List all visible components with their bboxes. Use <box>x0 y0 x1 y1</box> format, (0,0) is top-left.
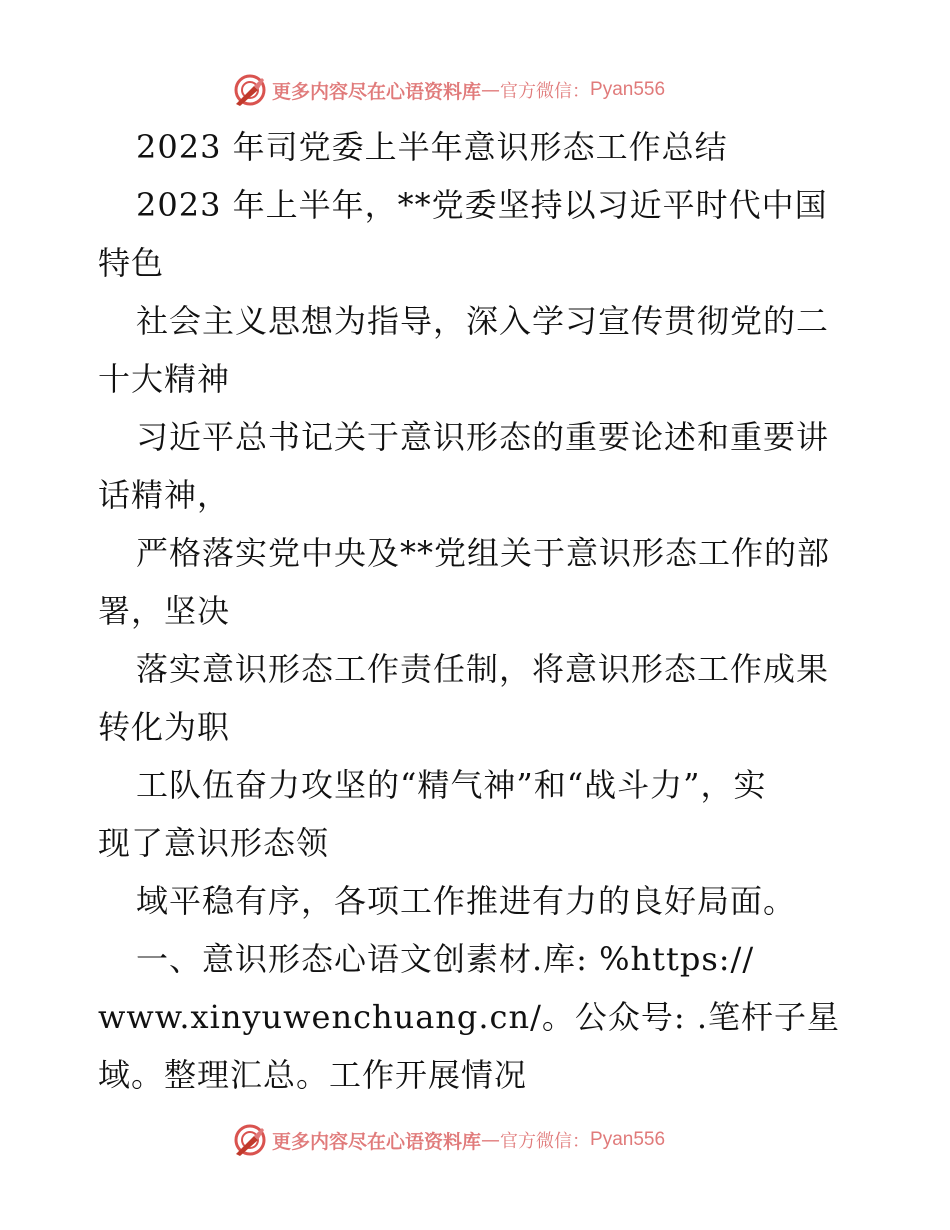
paragraph-line: 话精神， <box>98 476 231 514</box>
watermark-wechat-id: Pyan556 <box>590 79 666 100</box>
paragraph-line: 域平稳有序，各项工作推进有力的良好局面。 <box>136 882 797 920</box>
pen-logo-icon <box>232 1122 268 1158</box>
document-lines <box>98 176 858 1104</box>
document-body <box>98 118 858 1104</box>
watermark-separator: — <box>481 79 501 101</box>
paragraph-line: 社会主义思想为指导，深入学习宣传贯彻党的二 <box>136 302 830 340</box>
footer-watermark <box>232 1120 665 1160</box>
watermark-label: 官方微信： <box>500 81 591 102</box>
paragraph-line: 工队伍奋力攻坚的“精气神”和“战斗力”，实 <box>136 766 767 804</box>
paragraph-line: 特色 <box>98 244 165 282</box>
paragraph-line: 转化为职 <box>98 708 231 746</box>
document-title: 2023 年司党委上半年意识形态工作总结 <box>136 128 728 166</box>
paragraph-line: www.xinyuwenchuang.cn/。公众号: .笔杆子星 <box>98 998 840 1036</box>
paragraph-line: 严格落实党中央及**党组关于意识形态工作的部 <box>136 534 831 572</box>
watermark-wechat-id: Pyan556 <box>590 1129 666 1150</box>
watermark-main-text: 更多内容尽在心语资料库 <box>272 80 482 103</box>
paragraph-line: 现了意识形态领 <box>98 824 330 862</box>
paragraph-line: 域。整理汇总。工作开展情况 <box>98 1056 528 1094</box>
paragraph-line: 十大精神 <box>98 360 231 398</box>
paragraph-line: 习近平总书记关于意识形态的重要论述和重要讲 <box>136 418 830 456</box>
watermark-separator: — <box>481 1129 501 1151</box>
header-watermark <box>232 70 665 110</box>
paragraph-line: 一、意识形态心语文创素材.库: %https:// <box>136 940 755 978</box>
paragraph-line: 署，坚决 <box>98 592 231 630</box>
watermark-label: 官方微信： <box>500 1131 591 1152</box>
paragraph-line: 落实意识形态工作责任制，将意识形态工作成果 <box>136 650 830 688</box>
watermark-main-text: 更多内容尽在心语资料库 <box>272 1130 482 1153</box>
pen-logo-icon <box>232 72 268 108</box>
paragraph-line: 2023 年上半年，**党委坚持以习近平时代中国 <box>136 186 828 224</box>
